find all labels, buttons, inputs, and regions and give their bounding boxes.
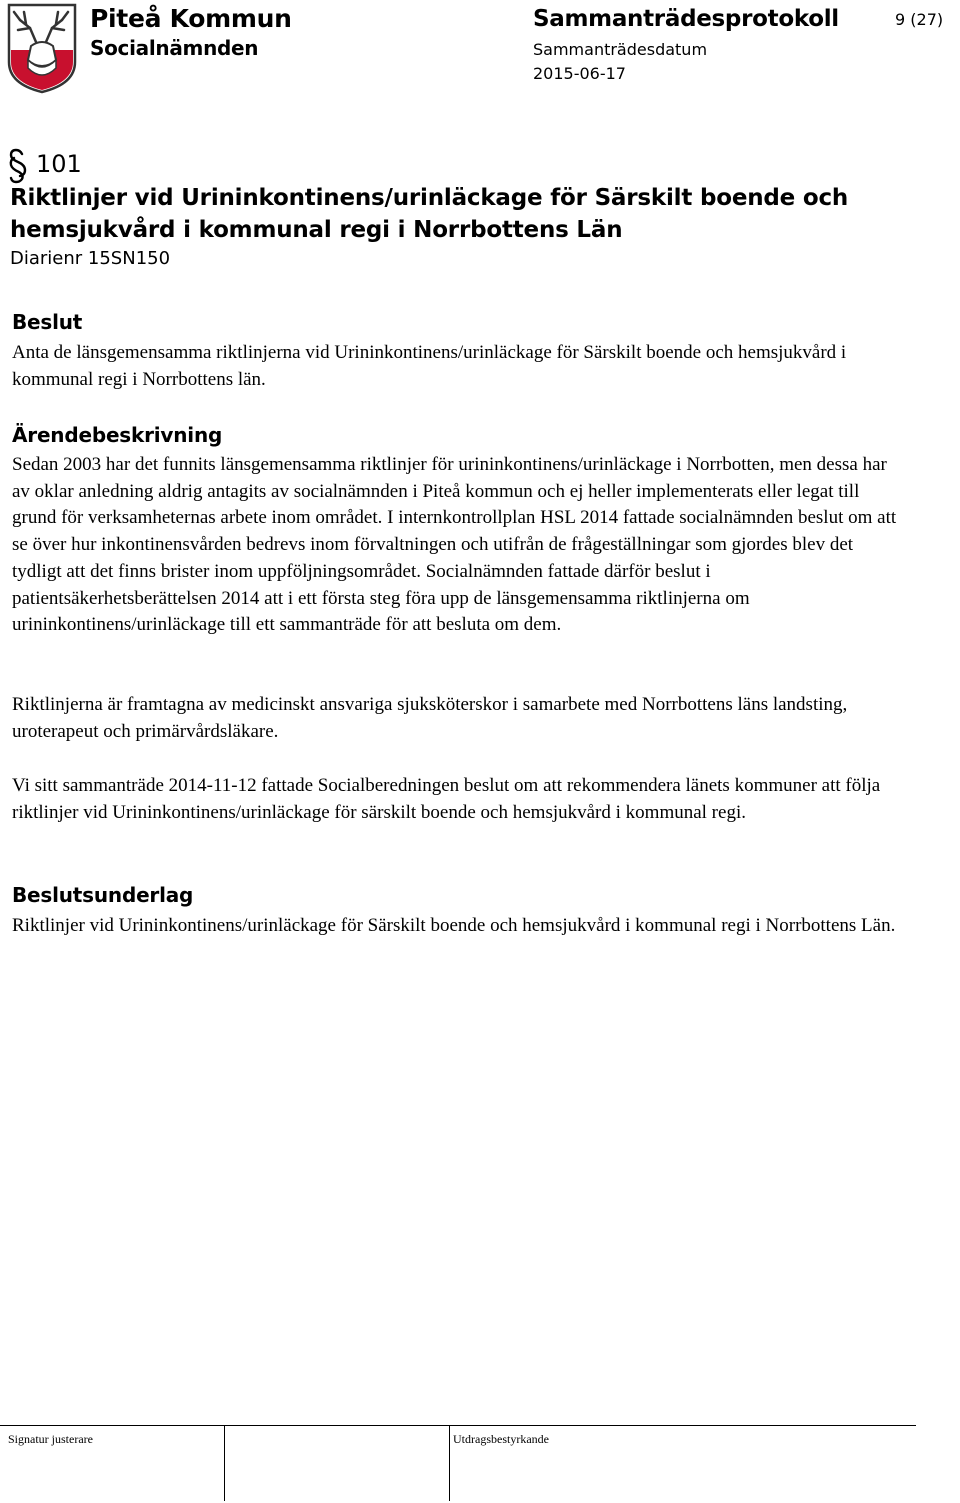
organization-name: Piteå Kommun: [90, 4, 292, 33]
coat-of-arms-logo-icon: [6, 2, 78, 94]
extract-certification-label: Utdragsbestyrkande: [453, 1432, 549, 1446]
description-paragraph-2: Riktlinjerna är framtagna av medicinskt ansvariga sjuksköterskor i samarbete med Norrbottens läns landsting, uroterapeut och primärvårdsläkare.: [12, 694, 848, 742]
paragraph-number: 101: [36, 150, 82, 178]
case-title: Riktlinjer vid Urininkontinens/urinläckage för Särskilt boende och hemsjukvård i kommunal regi i Norrbottens Län: [10, 185, 849, 243]
paragraph-sign-icon: [7, 148, 29, 184]
footer-divider: [0, 1425, 916, 1426]
document-type: Sammanträdesprotokoll: [533, 6, 839, 32]
reindeer-coat-of-arms-icon: [6, 2, 78, 94]
description-paragraph-3: Vi sitt sammanträde 2014-11-12 fattade Socialberedningen beslut om att rekommendera länets kommuner att följa riktlinjer vid Urininkontinens/urinläckage för särskilt boende och hemsjukvård i kommunal regi.: [12, 775, 881, 823]
department-name: Socialnämnden: [90, 36, 259, 60]
description-paragraph-1: Sedan 2003 har det funnits länsgemensamma riktlinjer för urininkontinens/urinläckage i Norrbotten, men dessa har av oklar anledning aldrig antagits av socialnämnden i Piteå kommun och ej heller implementerats eller legat till grund för verksamheternas arbete inom området. I internkontrollplan HSL 2014 fattade socialnämnden beslut om att se över hur inkontinensvården bedrevs inom förvaltningen och utifrån de frågeställningar som gjordes blev det tydligt att det finns brister inom uppföljningsområdet. Socialnämnden fattade därför beslut i patientsäkerhetsberättelsen 2014 att i ett första steg föra upp de länsgemensamma riktlinjerna om urininkontinens/urinläckage till ett sammanträde för att besluta om dem.: [12, 454, 897, 636]
page-number: 9 (27): [895, 10, 944, 29]
decision-text: Anta de länsgemensamma riktlinjerna vid Urininkontinens/urinläckage för Särskilt boende och hemsjukvård i kommunal regi i Norrbottens län.: [12, 342, 847, 390]
footer-column-divider: [449, 1425, 450, 1501]
description-heading: Ärendebeskrivning: [12, 423, 223, 447]
meeting-date: 2015-06-17: [533, 64, 626, 83]
signature-field-label: Signatur justerare: [8, 1432, 93, 1446]
decision-heading: Beslut: [12, 310, 83, 334]
footer-column-divider: [224, 1425, 225, 1501]
basis-heading: Beslutsunderlag: [12, 883, 194, 907]
case-number: Diarienr 15SN150: [10, 248, 171, 269]
basis-text: Riktlinjer vid Urininkontinens/urinläckage för Särskilt boende och hemsjukvård i kommunal regi i Norrbottens Län.: [12, 915, 896, 936]
meeting-date-label: Sammanträdesdatum: [533, 40, 708, 59]
